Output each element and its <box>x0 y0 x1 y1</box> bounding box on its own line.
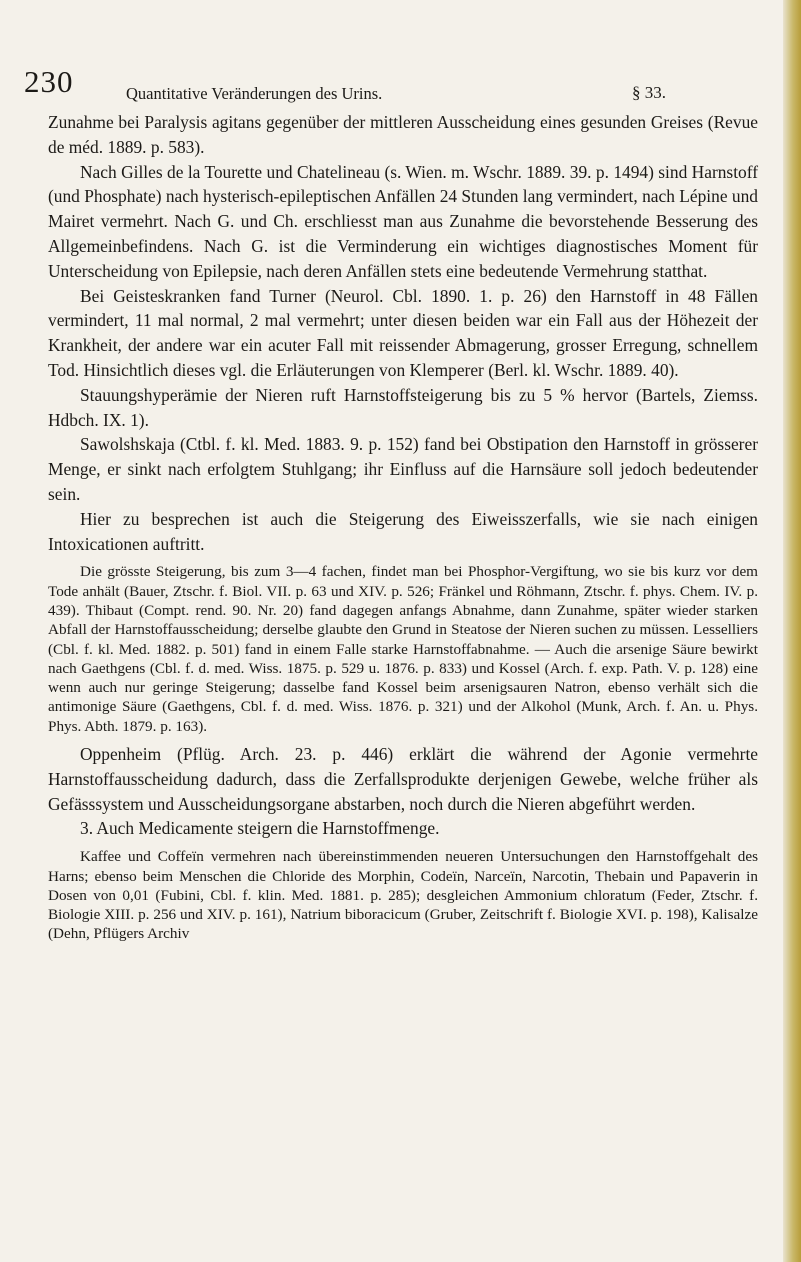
paragraph: Nach Gilles de la Tourette und Chatelineau (s. Wien. m. Wschr. 1889. 39. p. 1494) sind Harnstoff (und Phosphate) nach hysterisch-epileptischen Anfällen 24 Stunden lang vermindert, nach Lépine und Mairet vermehrt. Nach G. und Ch. erschliesst man aus Zunahme die bevorstehende Besserung des Allgemeinbefindens. Nach G. ist die Verminderung ein wichtiges diagnostisches Moment für Unterscheidung von Epilepsie, nach deren Anfällen stets eine bedeutende Vermehrung statthat. <box>48 161 758 281</box>
footnote-paragraph: Die grösste Steigerung, bis zum 3—4 fachen, findet man bei Phosphor-Vergiftung, wo sie bis kurz vor dem Tode anhält (Bauer, Ztschr. f. Biol. VII. p. 63 und XIV. p. 526; Fränkel und Röhmann, Ztschr. f. phys. Chem. IV. p. 439). Thibaut (Compt. rend. 90. Nr. 20) fand dagegen anfangs Abnahme, dann Zunahme, später wieder starken Abfall der Harnstoffausscheidung; derselbe glaubte den Grund in Steatose der Nieren suchen zu müssen. Lesselliers (Cbl. f. kl. Med. 1882. p. 501) fand in einem Falle starke Harnstoffabnahme. — Auch die arsenige Säure bewirkt nach Gaethgens (Cbl. f. d. med. Wiss. 1875. p. 529 u. 1876. p. 833) und Kossel (Arch. f. exp. Path. V. p. 128) eine wenn auch nur geringe Steigerung; dasselbe fand Kossel beim arsenigsauren Natron, ebenso verhält sich die antimonige Säure (Gaethgens, Cbl. f. d. med. Wiss. 1876. p. 321) und der Alkohol (Munk, Arch. f. An. u. Phys. Phys. Abth. 1879. p. 163). <box>48 563 758 735</box>
paragraph: Zunahme bei Paralysis agitans gegenüber der mittleren Ausscheidung eines gesunden Greises (Revue de méd. 1889. p. 583). <box>48 112 758 157</box>
paragraph: Stauungshyperämie der Nieren ruft Harnstoffsteigerung bis zu 5 % hervor (Bartels, Ziemss. Hdbch. IX. 1). <box>48 384 758 430</box>
section-number: § 33. <box>632 83 666 102</box>
body-text <box>48 110 758 944</box>
footnote-paragraph: Kaffee und Coffeïn vermehren nach übereinstimmenden neueren Untersuchungen den Harnstoffgehalt des Harns; ebenso beim Menschen die Chloride des Morphin, Codeïn, Narceïn, Narcotin, Thebain und Papaverin in Dosen von 0,01 (Fubini, Cbl. f. klin. Med. 1881. p. 285); desgleichen Ammonium chloratum (Feder, Ztschr. f. Biologie XIII. p. 256 und XIV. p. 161), Natrium biboracicum (Gruber, Zeitschrift f. Biologie XVI. p. 198), Kalisalze (Dehn, Pflügers Archiv <box>48 848 758 943</box>
running-title: Quantitative Veränderungen des Urins. <box>126 84 383 103</box>
paragraph: Oppenheim (Pflüg. Arch. 23. p. 446) erklärt die während der Agonie vermehrte Harnstoffausscheidung dadurch, dass die Zerfallsprodukte derjenigen Gewebe, welche früher als Gefässsystem und Ausscheidungsorgane abstarben, noch durch die Nieren abgeführt werden. <box>48 744 758 814</box>
page-edge <box>783 0 801 1262</box>
paragraph: Bei Geisteskranken fand Turner (Neurol. Cbl. 1890. 1. p. 26) den Harnstoff in 48 Fällen vermindert, 11 mal normal, 2 mal vermehrt; unter diesen beiden war ein Fall aus der Höhezeit der Krankheit, der andere war ein acuter Fall mit reissender Abmagerung, grosser Erregung, schnellem Tod. Hinsichtlich dieses vgl. die Erläuterungen von Klemperer (Berl. kl. Wschr. 1889. 40). <box>48 285 758 380</box>
page-number: 230 <box>24 64 74 99</box>
paragraph: Hier zu besprechen ist auch die Steigerung des Eiweisszerfalls, wie sie nach einigen Intoxicationen auftritt. <box>48 508 758 554</box>
subsection-heading: 3. Auch Medicamente steigern die Harnstoffmenge. <box>80 818 440 839</box>
paragraph: Sawolshskaja (Ctbl. f. kl. Med. 1883. 9. p. 152) fand bei Obstipation den Harnstoff in grösserer Menge, er sinkt nach erfolgtem Stuhlgang; ihr Einfluss auf die Harnsäure soll jedoch bedeutender sein. <box>48 434 758 504</box>
page-header <box>24 64 754 104</box>
